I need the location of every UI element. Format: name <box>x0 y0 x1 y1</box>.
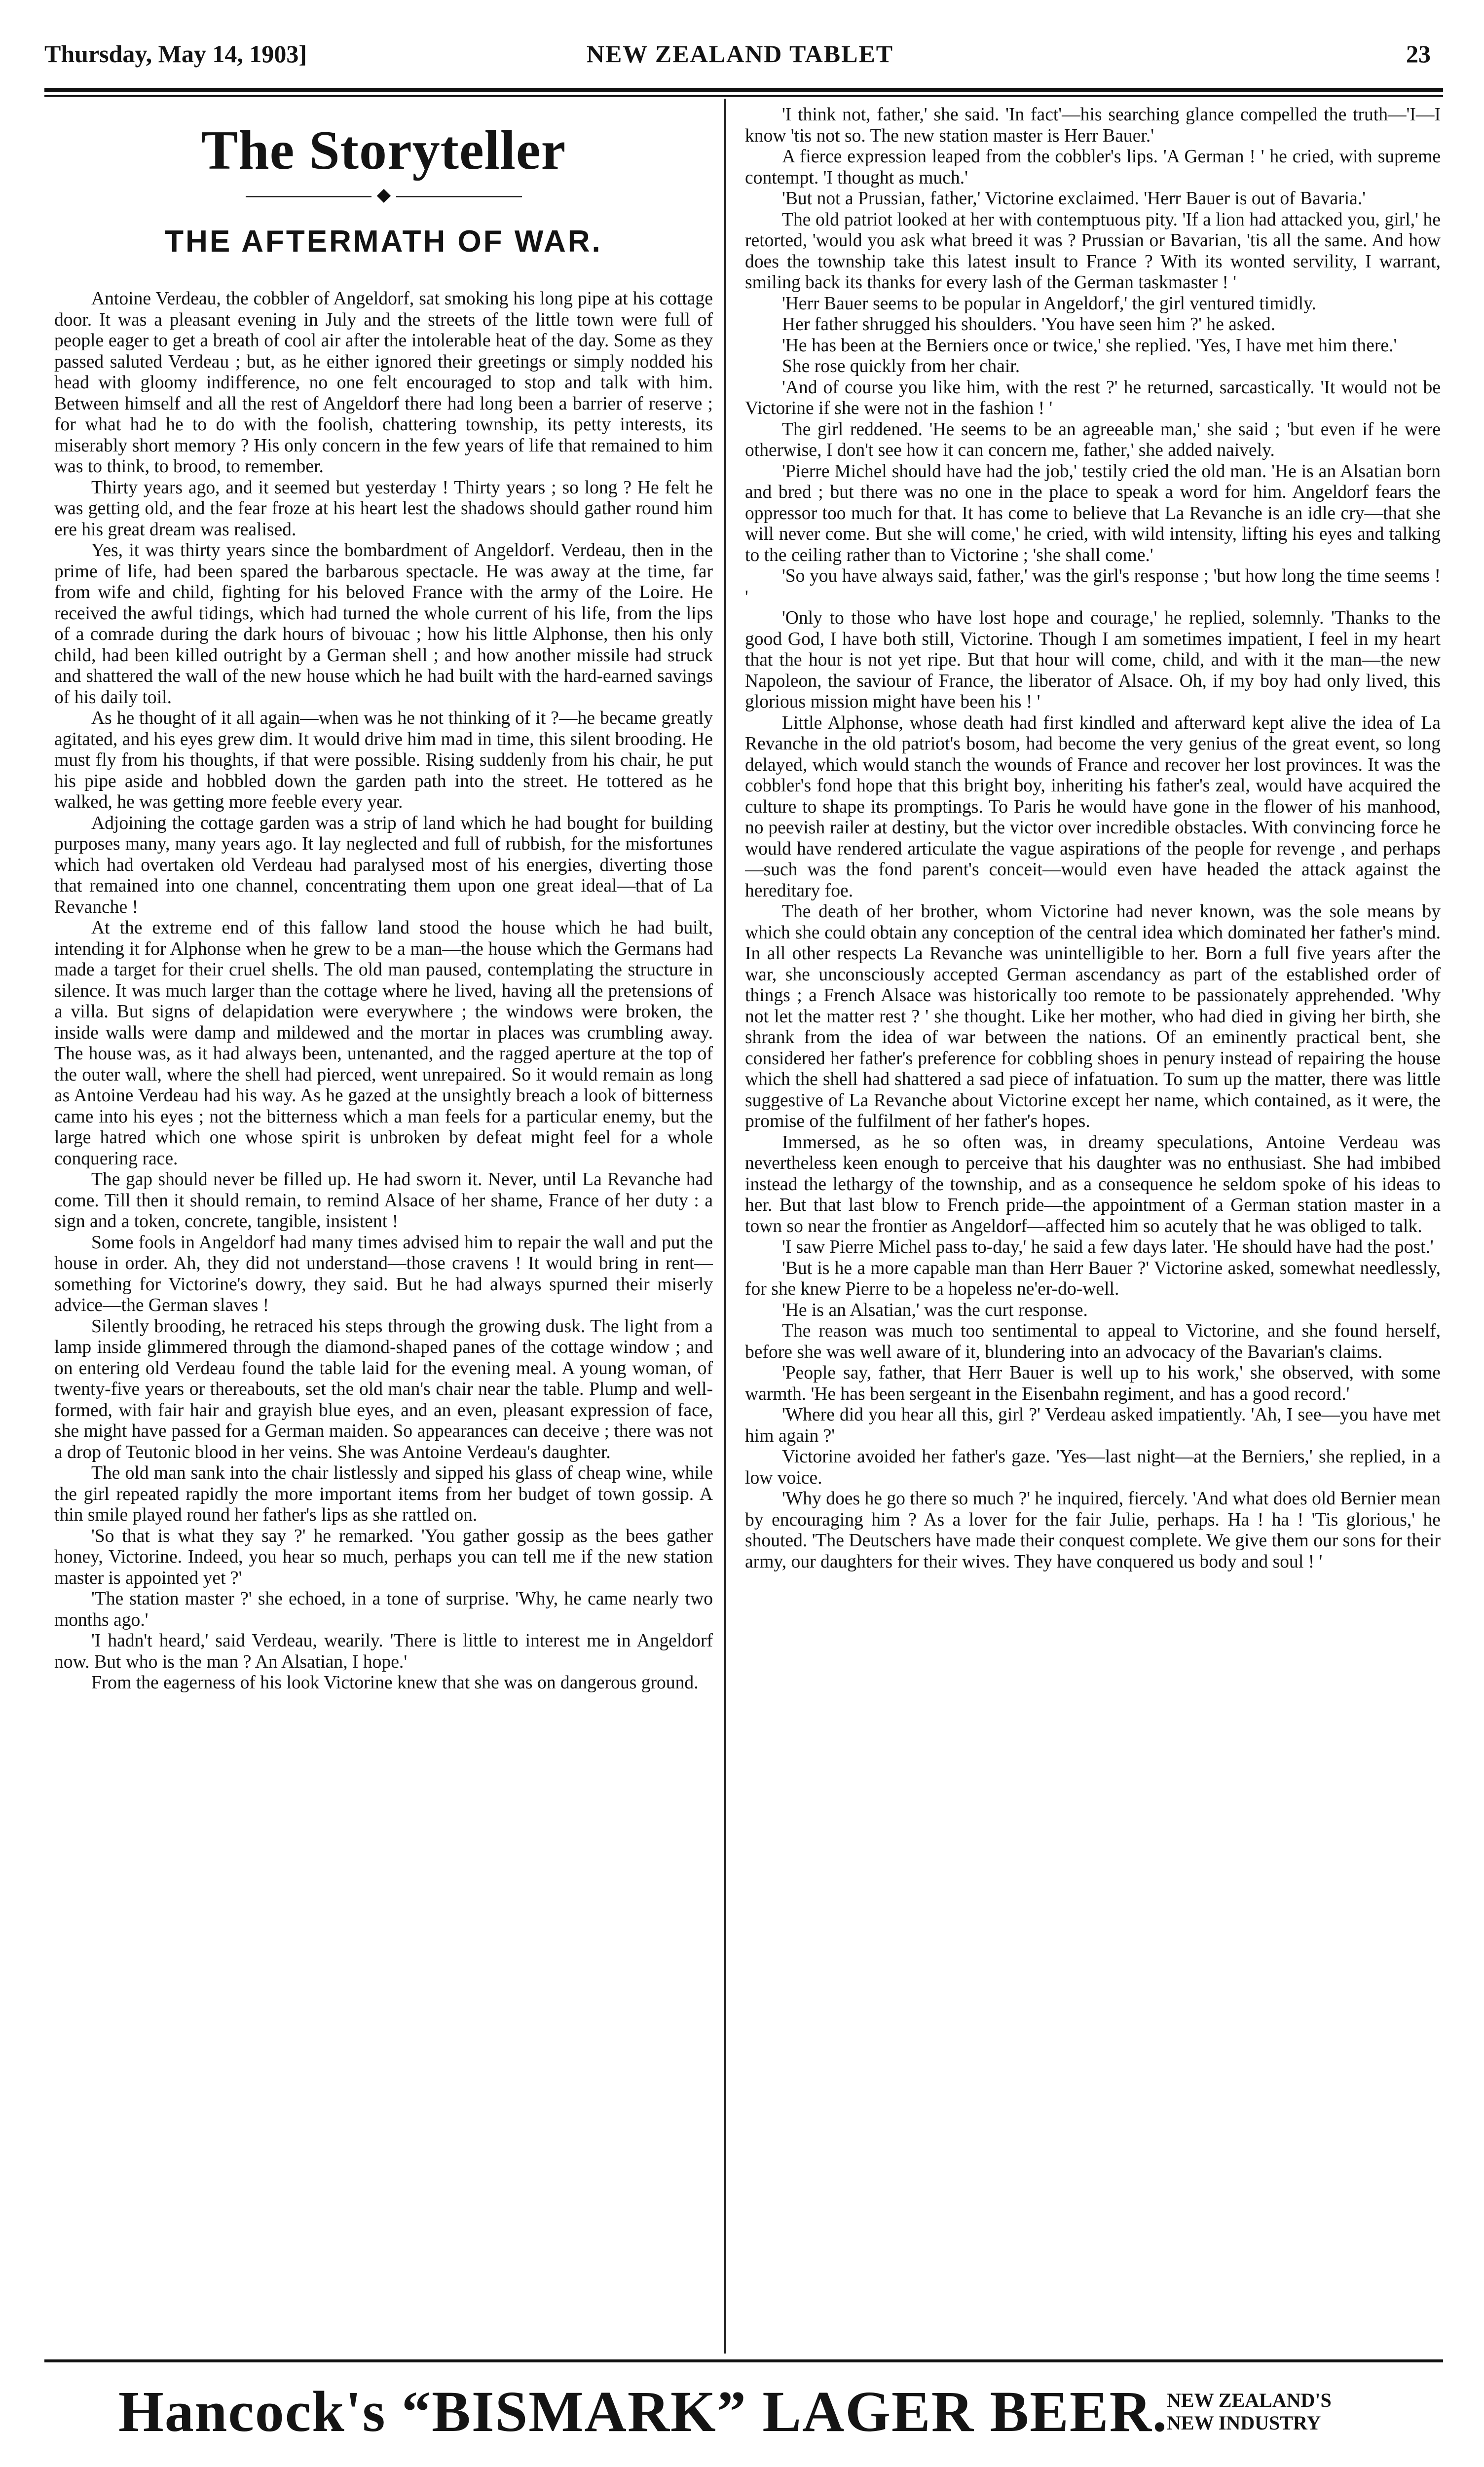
paragraph: Some fools in Angeldorf had many times advised him to repair the wall and put the house in order. Ah, they did not understand—those cravens ! It would bring in rent—something for Victorine's dowry, they said. But he had always spurned their miserly advice—the German slaves ! <box>54 1232 713 1315</box>
ornament-line-right <box>396 196 522 197</box>
paragraph: 'Where did you hear all this, girl ?' Verdeau asked impatiently. 'Ah, I see—you have met him again ?' <box>745 1405 1441 1446</box>
paragraph: 'Why does he go there so much ?' he inquired, fiercely. 'And what does old Bernier mean by encouraging him ? As a lover for the fair Julie, perhaps. Ha ! ha ! 'Tis glorious,' he shouted. 'The Deutschers have made their conquest complete. We give them our sons for their army, our daughters for their wives. They have conquered us body and soul ! ' <box>745 1489 1441 1572</box>
advert-tagline <box>1167 2389 1374 2434</box>
paragraph: She rose quickly from her chair. <box>782 356 1020 376</box>
paragraph: 'I think not, father,' she said. 'In fact'—his searching glance compelled the truth—'I—I know 'tis not so. The new station master is Herr Bauer.' <box>745 105 1441 146</box>
paragraph: Immersed, as he so often was, in dreamy speculations, Antoine Verdeau was nevertheless keen enough to perceive that his daughter was no enthusiast. She had imbibed instead the lethargy of the township, and as a consequence he seldom spoke of his ideas to her. But that last blow to French pride—the appointment of a German station master in a town so near the frontier as Angeldorf—affected him so acutely that he was obliged to talk. <box>745 1132 1441 1236</box>
paragraph: 'Herr Bauer seems to be popular in Angeldorf,' the girl ventured timidly. <box>782 293 1316 314</box>
page-number: 23 <box>1406 40 1431 68</box>
paragraph: Thirty years ago, and it seemed but yesterday ! Thirty years ; so long ? He felt he was getting old, and the fear froze at his heart lest the shadows should gather round him ere his great dream was realised. <box>54 477 713 540</box>
paragraph: Little Alphonse, whose death had first kindled and afterward kept alive the idea of La Revanche in the old patriot's bosom, had become the very genius of the great event, so long delayed, which would stanch the wounds of France and recover her lost provinces. It was the cobbler's fond hope that this bright boy, inheriting his father's zeal, would have acquired the culture to shape its promptings. To Paris he would have gone in the flower of his manhood, no peevish railer at destiny, but the victor over incredible obstacles. With convincing force he would have rendered articulate the vague aspirations of the people for revenge , and perhaps—such was the fond parent's conceit—would even have headed the attack against the hereditary foe. <box>745 712 1441 901</box>
story-title: THE AFTERMATH OF WAR. <box>165 224 602 259</box>
paragraph: The old man sank into the chair listlessly and sipped his glass of cheap wine, while the girl repeated rapidly the more important items from her budget of town gossip. A thin smile played round her father's lips as she rattled on. <box>54 1463 713 1525</box>
paragraph: 'People say, father, that Herr Bauer is well up to his work,' she observed, with some warmth. 'He has been sergeant in the Eisenbahn regiment, and has a good record.' <box>745 1363 1441 1404</box>
masthead <box>44 35 1436 74</box>
issue-date: Thursday, May 14, 1903] <box>44 40 307 68</box>
left-column-text <box>54 289 713 1694</box>
advert-tagline-line2: NEW INDUSTRY <box>1167 2412 1321 2434</box>
advert-headline: Hancock's “BISMARK” LAGER BEER. <box>118 2379 1168 2444</box>
paragraph: From the eagerness of his look Victorine knew that she was on dangerous ground. <box>91 1673 699 1693</box>
masthead-rule <box>44 88 1443 92</box>
paragraph: 'But not a Prussian, father,' Victorine exclaimed. 'Herr Bauer is out of Bavaria.' <box>782 188 1366 209</box>
paragraph: A fierce expression leaped from the cobbler's lips. 'A German ! ' he cried, with supreme contempt. 'I thought as much.' <box>745 147 1441 188</box>
footer-rule <box>44 2359 1443 2362</box>
paragraph: 'But is he a more capable man than Herr Bauer ?' Victorine asked, somewhat needlessly, for she knew Pierre to be a hopeless ne'er-do-well. <box>745 1258 1441 1299</box>
publication-name: NEW ZEALAND TABLET <box>586 40 894 68</box>
paragraph: The gap should never be filled up. He had sworn it. Never, until La Revanche had come. Till then it should remain, to remind Alsace of her shame, France of her duty : a sign and a token, concrete, tangible, insistent ! <box>54 1169 713 1232</box>
paragraph: The girl reddened. 'He seems to be an agreeable man,' she said ; 'but even if he were otherwise, I don't see how it can concern me, father,' she added naively. <box>745 419 1441 460</box>
paragraph: 'Pierre Michel should have had the job,' testily cried the old man. 'He is an Alsatian born and bred ; but there was no one in the place to speak a word for him. Angeldorf fears the oppressor too much for that. It has come to believe that La Revanche is an idle cry—that she will never come. But she will come,' he cried, with wild intensity, lifting his eyes and talking to the ceiling rather than to Victorine ; 'she shall come.' <box>745 461 1441 565</box>
diamond-icon <box>376 189 390 203</box>
title-ornament <box>246 185 522 210</box>
advertisement <box>74 2368 1436 2467</box>
paragraph: Victorine avoided her father's gaze. 'Yes—last night—at the Berniers,' she replied, in a low voice. <box>745 1447 1441 1488</box>
paragraph: At the extreme end of this fallow land stood the house which he had built, intending it for Alphonse when he grew to be a man—the house which the Germans had made a target for their cruel shells. The old man paused, contemplating the structure in silence. It was much larger than the cottage where he lived, having all the pretensions of a villa. But signs of delapidation were everywhere ; the windows were broken, the inside walls were damp and mildewed and the mortar in places was crumbling away. The house was, as it had always been, untenanted, and the ragged aperture at the top of the outer wall, where the shell had pierced, went unrepaired. So it would remain as long as Antoine Verdeau had his way. As he gazed at the unsightly breach a look of bitterness came into his eyes ; not the bitterness which a man feels for a particular enemy, but the large hatred which one whose spirit is unbroken by defeat might feel for a whole conquering race. <box>54 918 713 1169</box>
paragraph: 'The station master ?' she echoed, in a tone of surprise. 'Why, he came nearly two months ago.' <box>54 1589 713 1630</box>
paragraph: 'He is an Alsatian,' was the curt response. <box>782 1300 1088 1320</box>
paragraph: 'I saw Pierre Michel pass to-day,' he said a few days later. 'He should have had the post.' <box>782 1237 1434 1257</box>
paragraph: The old patriot looked at her with contemptuous pity. 'If a lion had attacked you, girl,' he retorted, 'would you ask what breed it was ? Prussian or Bavarian, 'tis all the same. And how does the township take this latest insult to France ? With its wonted servility, I warrant, smiling back its thanks for every lash of the German taskmaster ! ' <box>745 209 1441 293</box>
column-divider <box>724 99 726 2354</box>
right-column <box>745 105 1441 2355</box>
paragraph: 'Only to those who have lost hope and courage,' he replied, solemnly. 'Thanks to the good God, I have both still, Victorine. Though I am sometimes impatient, I feel in my heart that the hour is not yet ripe. But that hour will come, child, and with it the man—the new Napoleon, the saviour of France, the liberator of Alsace. Oh, if my boy had only lived, this glorious mission might have been his ! ' <box>745 608 1441 712</box>
paragraph: Yes, it was thirty years since the bombardment of Angeldorf. Verdeau, then in the prime of life, had been spared the barbarous spectacle. He was away at the time, far from wife and child, fighting for his beloved France with the army of the Loire. He received the awful tidings, which had turned the whole current of his life, from the lips of a comrade during the dark hours of bivouac ; how his little Alphonse, then his only child, had been killed outright by a German shell ; and how another missile had struck and shattered the wall of the new house which he had built with the hard-earned savings of his daily toil. <box>54 540 713 708</box>
advert-tagline-line1: NEW ZEALAND'S <box>1167 2389 1332 2411</box>
paragraph: The reason was much too sentimental to appeal to Victorine, and she found herself, before she was well aware of it, blundering into an advocacy of the Bavarian's claims. <box>745 1321 1441 1362</box>
paragraph: Adjoining the cottage garden was a strip of land which he had bought for building purposes many, many years ago. It lay neglected and full of rubbish, for the misfortunes which had overtaken old Verdeau had paralysed most of his energies, diverting those that remained into one channel, concentrating them upon one great ideal—that of La Revanche ! <box>54 813 713 917</box>
paragraph: The death of her brother, whom Victorine had never known, was the sole means by which she could obtain any conception of the central idea which dominated her father's mind. In all other respects La Revanche was unintelligible to her. Born a full five years after the war, she unconsciously accepted German ascendancy as part of the established order of things ; a French Alsace was historically too remote to be passionately apprehended. 'Why not let the matter rest ? ' she thought. Like her mother, who had died in giving her birth, she shrank from the idea of war between the nations. Of an eminently practical bent, she considered her father's preference for cobbling shoes in penury instead of repairing the house which the shell had shattered a sad piece of infatuation. To sum up the matter, there was little suggestive of La Revanche about Victorine except her name, which contained, as it were, the promise of the fulfilment of her father's hopes. <box>745 901 1441 1131</box>
masthead-rule-thin <box>44 95 1443 97</box>
paragraph: 'So that is what they say ?' he remarked. 'You gather gossip as the bees gather honey, Victorine. Indeed, you hear so much, perhaps you can tell me if the new station master is appointed yet ?' <box>54 1526 713 1588</box>
ornament-line-left <box>246 196 371 197</box>
left-column <box>54 101 713 2351</box>
section-title: The Storyteller <box>201 120 566 181</box>
paragraph: 'He has been at the Berniers once or twice,' she replied. 'Yes, I have met him there.' <box>782 335 1397 356</box>
paragraph: 'And of course you like him, with the rest ?' he returned, sarcastically. 'It would not be Victorine if she were not in the fashion ! ' <box>745 377 1441 418</box>
paragraph: Her father shrugged his shoulders. 'You have seen him ?' he asked. <box>782 314 1276 335</box>
paragraph: 'So you have always said, father,' was the girl's response ; 'but how long the time seems ! ' <box>745 566 1441 607</box>
paragraph: Antoine Verdeau, the cobbler of Angeldorf, sat smoking his long pipe at his cottage door. It was a pleasant evening in July and the streets of the little town were full of people eager to get a breath of cool air after the intolerable heat of the day. Some as they passed saluted Verdeau ; but, as he either ignored their greetings or simply nodded his head with gloomy indifference, no one felt encouraged to stop and talk with him. Between himself and all the rest of Angeldorf there had long been a barrier of reserve ; for what had he to do with the foolish, chattering township, its petty interests, its miserably short memory ? His only concern in the few years of life that remained to him was to think, to brood, to remember. <box>54 289 713 477</box>
paragraph: Silently brooding, he retraced his steps through the growing dusk. The light from a lamp inside glimmered through the diamond-shaped panes of the cottage window ; and on entering old Verdeau found the table laid for the evening meal. A young woman, of twenty-five years or thereabouts, set the old man's chair near the table. Plump and well-formed, with fair hair and grayish blue eyes, and an even, pleasant expression of face, she might have passed for a German maiden. So appearances can deceive ; there was not a drop of Teutonic blood in her veins. She was Antoine Verdeau's daughter. <box>54 1316 713 1462</box>
paragraph: 'I hadn't heard,' said Verdeau, wearily. 'There is little to interest me in Angeldorf now. But who is the man ? An Alsatian, I hope.' <box>54 1631 713 1672</box>
paragraph: As he thought of it all again—when was he not thinking of it ?—he became greatly agitated, and his eyes grew dim. It would drive him mad in time, this silent brooding. He must fly from his thoughts, if that were possible. Rising suddenly from his chair, he put his pipe aside and hobbled down the garden path into the street. He tottered as he walked, he was getting more feeble every year. <box>54 708 713 812</box>
